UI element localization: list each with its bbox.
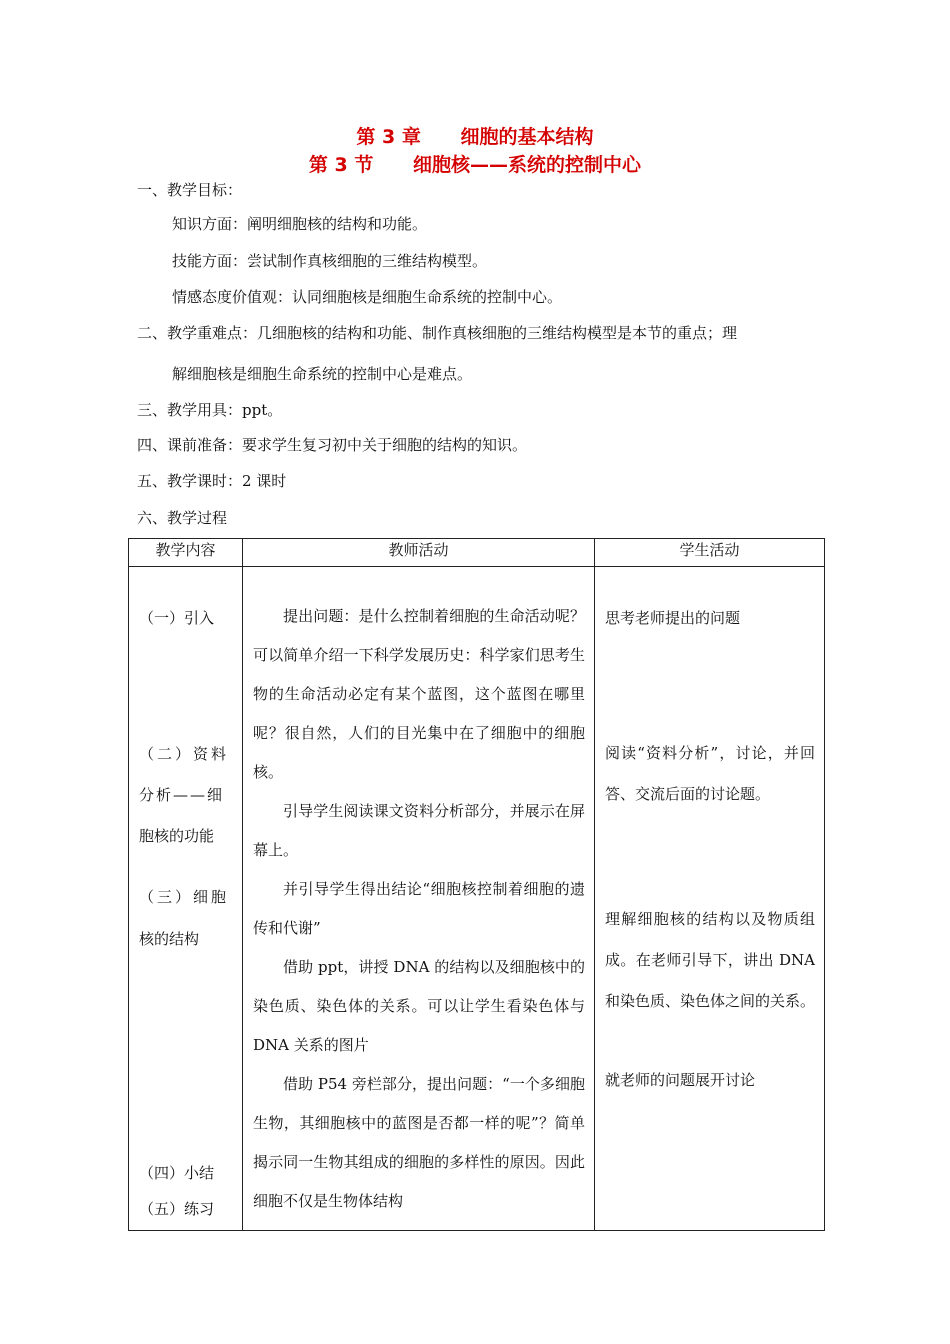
teacher-paragraph-5: 借助 P54 旁栏部分，提出问题：“一个多细胞生物，其细胞核中的蓝图是否都一样的呢”？简单揭示同一生物其组成的细胞的多样性的原因。因此细胞不仅是生物体结构 bbox=[253, 1075, 585, 1210]
section-title: 第 3 节 细胞核——系统的控制中心 bbox=[308, 154, 642, 176]
content-analysis-3: 胞核的功能 bbox=[139, 827, 215, 845]
content-practice: （五）练习 bbox=[139, 1200, 215, 1218]
teaching-tools: 三、教学用具：ppt。 bbox=[137, 401, 283, 419]
header-content: 教学内容 bbox=[129, 539, 243, 567]
class-preparation: 四、课前准备：要求学生复习初中关于细胞的结构的知识。 bbox=[137, 436, 528, 454]
student-activity-3: 理解细胞核的结构以及物质组成。在老师引导下，讲出 DNA 和染色质、染色体之间的关系。 bbox=[605, 910, 816, 1010]
process-heading: 六、教学过程 bbox=[137, 509, 228, 527]
teacher-paragraph-3: 并引导学生得出结论“细胞核控制着细胞的遗传和代谢” bbox=[253, 880, 585, 937]
content-analysis-1: （二）资料 bbox=[139, 745, 230, 763]
content-analysis-2: 分析——细 bbox=[139, 786, 225, 804]
teacher-paragraph-1: 提出问题：是什么控制着细胞的生命活动呢？可以简单介绍一下科学发展历史：科学家们思考生物的生命活动必定有某个蓝图，这个蓝图在哪里呢？很自然，人们的目光集中在了细胞中的细胞核。 bbox=[253, 607, 585, 781]
student-activity-4: 就老师的问题展开讨论 bbox=[605, 1071, 756, 1089]
content-summary: （四）小结 bbox=[139, 1164, 215, 1182]
class-hours: 五、教学课时：2 课时 bbox=[137, 472, 287, 490]
student-activity-1: 思考老师提出的问题 bbox=[605, 609, 741, 627]
goal-skill: 技能方面：尝试制作真核细胞的三维结构模型。 bbox=[172, 252, 488, 270]
content-structure-1: （三）细胞 bbox=[139, 888, 230, 906]
lesson-table bbox=[128, 538, 825, 1231]
goal-knowledge: 知识方面：阐明细胞核的结构和功能。 bbox=[172, 215, 428, 233]
key-points-line2: 解细胞核是细胞生命系统的控制中心是难点。 bbox=[172, 365, 473, 383]
key-points-line1: 二、教学重难点：几细胞核的结构和功能、制作真核细胞的三维结构模型是本节的重点；理 bbox=[137, 324, 738, 342]
teacher-paragraph-4: 借助 ppt，讲授 DNA 的结构以及细胞核中的染色质、染色体的关系。可以让学生看染色体与 DNA 关系的图片 bbox=[253, 958, 585, 1054]
teacher-paragraph-2: 引导学生阅读课文资料分析部分，并展示在屏幕上。 bbox=[253, 802, 585, 859]
student-cell bbox=[595, 567, 825, 1231]
content-structure-2: 核的结构 bbox=[139, 930, 200, 948]
content-cell bbox=[129, 567, 243, 1231]
goals-heading: 一、教学目标： bbox=[137, 181, 243, 199]
table-header-row bbox=[129, 539, 825, 567]
table-row bbox=[129, 567, 825, 1231]
chapter-title: 第 3 章 细胞的基本结构 bbox=[356, 126, 594, 148]
header-teacher: 教师活动 bbox=[243, 539, 595, 567]
content-intro: （一）引入 bbox=[139, 609, 215, 627]
student-activity-2: 阅读“资料分析”，讨论，并回答、交流后面的讨论题。 bbox=[605, 744, 815, 803]
teacher-cell bbox=[243, 567, 595, 1231]
goal-attitude: 情感态度价值观：认同细胞核是细胞生命系统的控制中心。 bbox=[172, 288, 563, 306]
header-student: 学生活动 bbox=[595, 539, 825, 567]
